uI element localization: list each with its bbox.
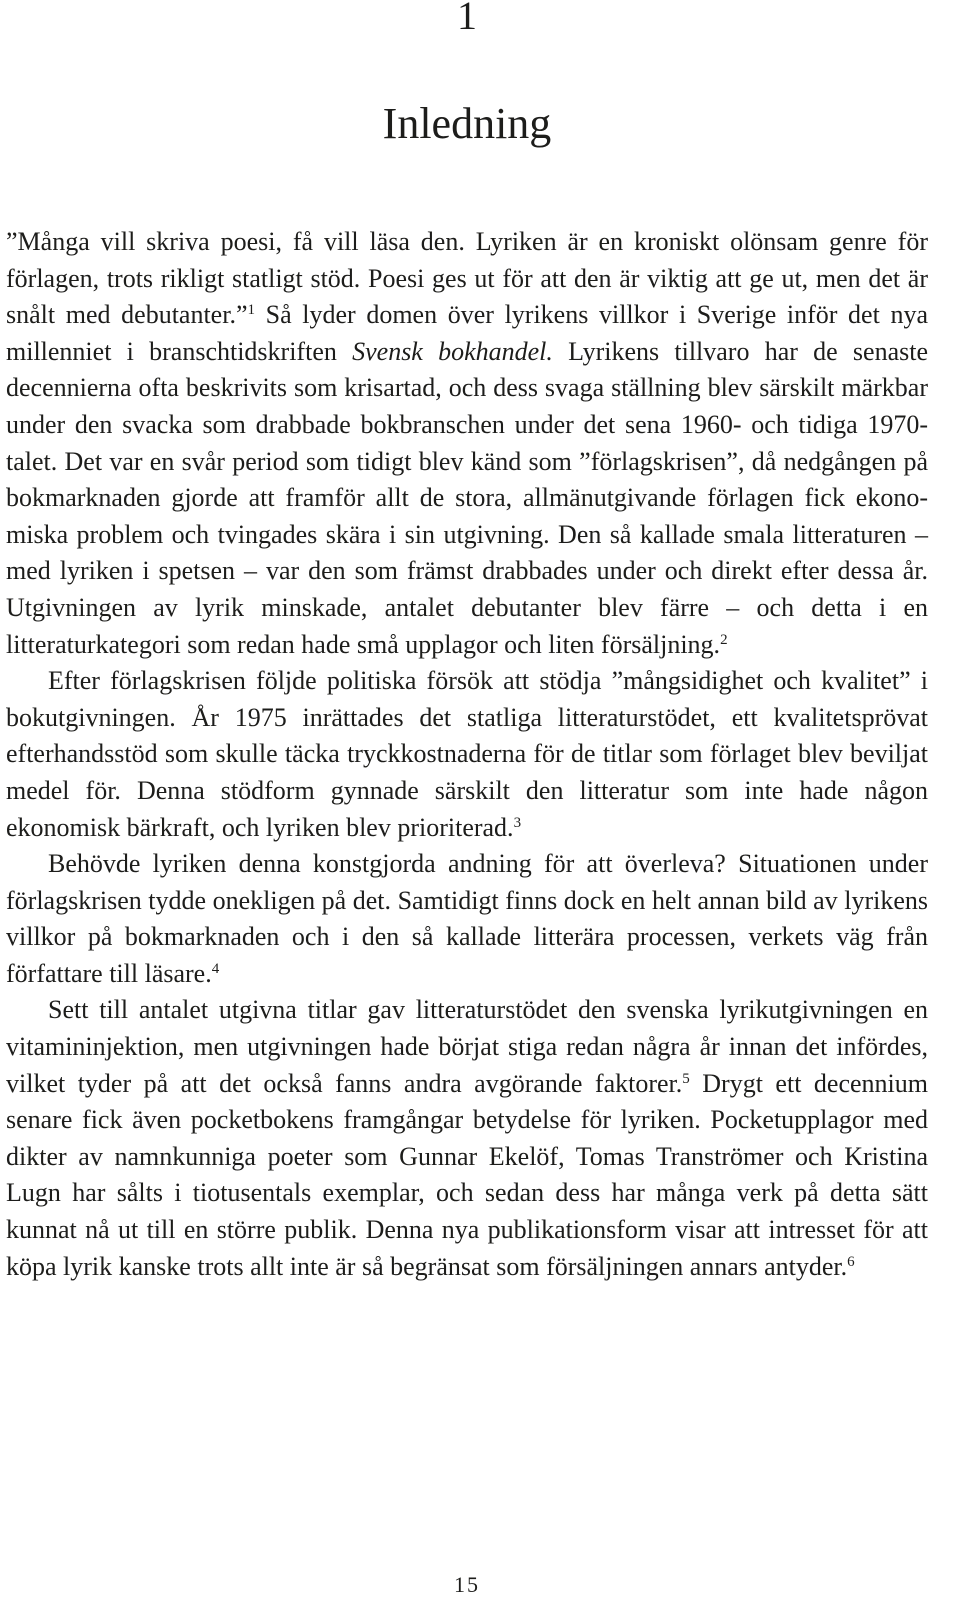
- footnote-marker-2: 2: [720, 631, 728, 648]
- footnote-marker-4: 4: [211, 960, 220, 977]
- chapter-number: 1: [457, 0, 477, 38]
- paragraph-4: [6, 992, 928, 1285]
- paragraph-3: [6, 846, 928, 992]
- journal-title: Svensk bokhandel.: [352, 336, 553, 366]
- paragraph-3-text: Behövde lyriken denna konstgjorda andning för att överleva? Situationen under förlagskrisen tydde onekligen på det. Samtidigt finns dock en helt annan bild av lyrikens villkor på bokmarknaden och i den så kallade litterära processen, verkets väg från författare till läsare.: [6, 849, 928, 988]
- footnote-marker-1: 1: [247, 302, 255, 319]
- paragraph-1-text-b: Så lyder domen över lyrikens villkor i Sverige inför det nya millenniet i branschtidskriften: [6, 300, 928, 366]
- footnote-marker-3: 3: [513, 814, 522, 831]
- paragraph-4-text-b: Drygt ett decennium senare fick även pocketbokens framgångar betydelse för lyriken. Pocketupplagor med dikter av namnkunniga poeter som Gunnar Ekelöf, Tomas Tranströmer och Kristina Lugn har sålts i tiotusentals exemplar, och sedan dess har många verk på detta sätt kunnat nå ut till en större publik. Denna nya publikationsform visar att intresset för att köpa lyrik kanske trots allt inte är så begränsat som försäljningen annars antyder.: [6, 1068, 928, 1281]
- footnote-marker-5: 5: [682, 1070, 690, 1087]
- paragraph-2-text: Efter förlagskrisen följde politiska försök att stödja ”mångsidighet och kvalitet” i bokutgivningen. År 1975 inrättades det statliga litteraturstödet, ett kvalitetsprövat efterhandsstöd som skulle täcka tryckkostnaderna för de titlar som förlaget blev beviljat medel för. Denna stödform gynnade särskilt den litteratur som inte hade någon ekonomisk bärkraft, och lyriken blev prioriterad.: [6, 666, 928, 842]
- paragraph-4-text-a: Sett till antalet utgivna titlar gav litteraturstödet den svenska lyrikutgivningen en vitamininjektion, men utgivningen hade börjat stiga redan några år innan det infördes, vilket tyder på att det också fanns andra avgörande faktorer.: [6, 995, 928, 1098]
- paragraph-1: [6, 224, 928, 663]
- footnote-marker-6: 6: [847, 1253, 855, 1270]
- paragraph-1-text-a: ”Många vill skriva poesi, få vill läsa den. Lyriken är en kroniskt olönsam genre för förlagen, trots rikligt statligt stöd. Poesi ges ut för att den är viktig att ge ut, men det är snålt med debutanter.”: [6, 227, 928, 330]
- paragraph-2: [6, 663, 928, 846]
- body-text: [6, 224, 928, 1285]
- paragraph-1-text-c: Lyrikens tillvaro har de senaste decennierna ofta beskrivits som krisartad, och dess svaga ställning blev särskilt märkbar under den svacka som drabbade bokbranschen under det sena 1960- och tidiga 1970-talet. Det var en svår period som tidigt blev känd som ”förlagskrisen”, då nedgången på bokmarknaden gjorde att framför allt de stora, allmänutgivande förlagen fick ekonomiska problem och tvingades skära i sin utgivning. Den så kallade smala litteraturen – med lyriken i spetsen – var den som främst drabbades under och direkt efter dessa år. Utgivningen av lyrik minskade, antalet debutanter blev färre – och detta i en litteraturkategori som redan hade små upplagor och liten försäljning.: [6, 336, 929, 659]
- page-number: 15: [454, 1572, 480, 1597]
- chapter-title: Inledning: [382, 99, 552, 148]
